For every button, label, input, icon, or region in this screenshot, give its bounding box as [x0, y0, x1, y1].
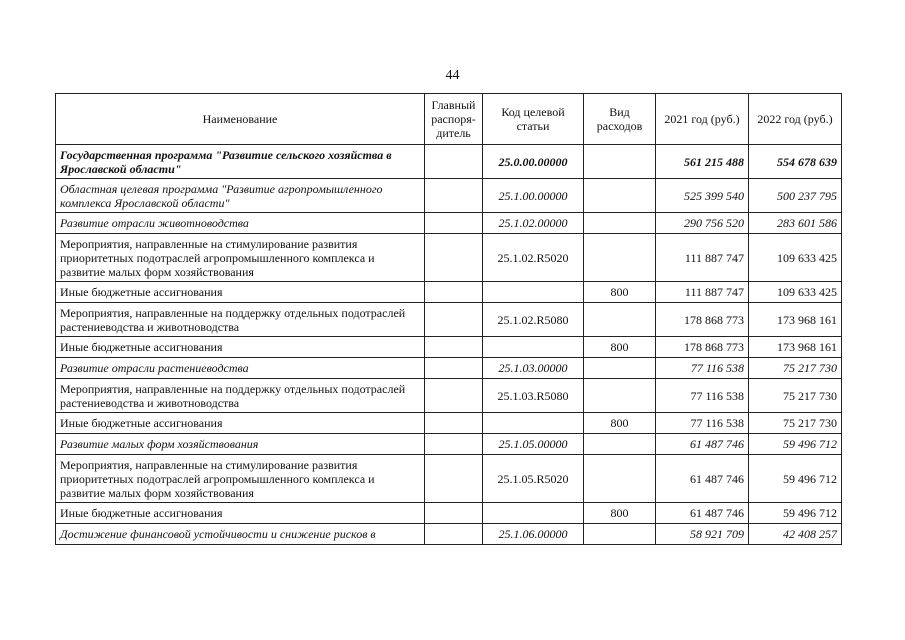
cell-2022: 59 496 712 [749, 503, 842, 524]
table-row [56, 358, 842, 379]
header-2022: 2022 год (руб.) [749, 94, 842, 145]
cell-2021: 77 116 538 [656, 358, 749, 379]
cell-type [584, 379, 656, 413]
cell-2021: 111 887 747 [656, 282, 749, 303]
cell-code: 25.1.02.R5080 [483, 303, 584, 337]
page-number: 44 [445, 68, 460, 83]
cell-admin [425, 337, 483, 358]
cell-code: 25.0.00.00000 [483, 145, 584, 179]
cell-code: 25.1.00.00000 [483, 179, 584, 213]
cell-2022: 59 496 712 [749, 455, 842, 503]
cell-type: 800 [584, 337, 656, 358]
cell-name: Областная целевая программа "Развитие агропромышленного комплекса Ярославской области" [56, 179, 425, 213]
budget-table [55, 93, 842, 545]
cell-2022: 173 968 161 [749, 303, 842, 337]
cell-type [584, 234, 656, 282]
cell-2021: 290 756 520 [656, 213, 749, 234]
table-row [56, 524, 842, 545]
table-row [56, 179, 842, 213]
cell-type: 800 [584, 503, 656, 524]
cell-name: Мероприятия, направленные на стимулирование развития приоритетных подотраслей агропромышленного комплекса и развитие малых форм хозяйствования [56, 234, 425, 282]
table-row [56, 213, 842, 234]
cell-2021: 61 487 746 [656, 455, 749, 503]
cell-name: Иные бюджетные ассигнования [56, 503, 425, 524]
cell-2022: 554 678 639 [749, 145, 842, 179]
cell-code: 25.1.03.R5080 [483, 379, 584, 413]
cell-name: Иные бюджетные ассигнования [56, 337, 425, 358]
cell-code: 25.1.06.00000 [483, 524, 584, 545]
cell-name: Мероприятия, направленные на стимулирование развития приоритетных подотраслей агропромышленного комплекса и развитие малых форм хозяйствования [56, 455, 425, 503]
cell-code [483, 282, 584, 303]
cell-type [584, 303, 656, 337]
cell-2021: 525 399 540 [656, 179, 749, 213]
header-name: Наименование [56, 94, 425, 145]
cell-type [584, 524, 656, 545]
cell-type [584, 358, 656, 379]
table-row [56, 434, 842, 455]
cell-2021: 111 887 747 [656, 234, 749, 282]
table-row [56, 145, 842, 179]
table-row [56, 282, 842, 303]
cell-admin [425, 503, 483, 524]
header-admin: Главный распоря-дитель [425, 94, 483, 145]
cell-admin [425, 282, 483, 303]
cell-name: Достижение финансовой устойчивости и снижение рисков в [56, 524, 425, 545]
cell-code: 25.1.03.00000 [483, 358, 584, 379]
cell-2021: 61 487 746 [656, 503, 749, 524]
cell-2021: 178 868 773 [656, 337, 749, 358]
table-row [56, 503, 842, 524]
cell-admin [425, 234, 483, 282]
cell-type: 800 [584, 413, 656, 434]
cell-2022: 75 217 730 [749, 413, 842, 434]
cell-type [584, 145, 656, 179]
table-row [56, 337, 842, 358]
cell-type [584, 455, 656, 503]
table-row [56, 234, 842, 282]
table-row [56, 303, 842, 337]
cell-type [584, 179, 656, 213]
cell-code: 25.1.05.R5020 [483, 455, 584, 503]
cell-2022: 109 633 425 [749, 234, 842, 282]
cell-2022: 75 217 730 [749, 358, 842, 379]
cell-admin [425, 434, 483, 455]
cell-admin [425, 379, 483, 413]
cell-admin [425, 179, 483, 213]
cell-2022: 59 496 712 [749, 434, 842, 455]
cell-code [483, 503, 584, 524]
table-row [56, 413, 842, 434]
cell-name: Мероприятия, направленные на поддержку отдельных подотраслей растениеводства и животноводства [56, 379, 425, 413]
header-2021: 2021 год (руб.) [656, 94, 749, 145]
cell-2022: 75 217 730 [749, 379, 842, 413]
cell-admin [425, 413, 483, 434]
cell-name: Мероприятия, направленные на поддержку отдельных подотраслей растениеводства и животноводства [56, 303, 425, 337]
cell-name: Государственная программа "Развитие сельского хозяйства в Ярославской области" [56, 145, 425, 179]
cell-code [483, 413, 584, 434]
cell-code: 25.1.02.00000 [483, 213, 584, 234]
table-row [56, 379, 842, 413]
cell-2021: 561 215 488 [656, 145, 749, 179]
cell-code: 25.1.02.R5020 [483, 234, 584, 282]
cell-2021: 61 487 746 [656, 434, 749, 455]
cell-2021: 77 116 538 [656, 413, 749, 434]
cell-admin [425, 303, 483, 337]
header-row [56, 94, 842, 145]
header-code: Код целевой статьи [483, 94, 584, 145]
cell-2021: 178 868 773 [656, 303, 749, 337]
cell-type: 800 [584, 282, 656, 303]
cell-2021: 77 116 538 [656, 379, 749, 413]
cell-admin [425, 524, 483, 545]
header-type: Вид расходов [584, 94, 656, 145]
cell-admin [425, 455, 483, 503]
cell-admin [425, 358, 483, 379]
cell-2022: 109 633 425 [749, 282, 842, 303]
cell-admin [425, 213, 483, 234]
cell-2022: 42 408 257 [749, 524, 842, 545]
cell-type [584, 213, 656, 234]
cell-name: Развитие малых форм хозяйствования [56, 434, 425, 455]
table-row [56, 455, 842, 503]
cell-admin [425, 145, 483, 179]
cell-2022: 500 237 795 [749, 179, 842, 213]
cell-name: Развитие отрасли растениеводства [56, 358, 425, 379]
cell-name: Иные бюджетные ассигнования [56, 282, 425, 303]
cell-name: Иные бюджетные ассигнования [56, 413, 425, 434]
cell-code: 25.1.05.00000 [483, 434, 584, 455]
cell-name: Развитие отрасли животноводства [56, 213, 425, 234]
cell-2021: 58 921 709 [656, 524, 749, 545]
cell-2022: 173 968 161 [749, 337, 842, 358]
cell-code [483, 337, 584, 358]
cell-2022: 283 601 586 [749, 213, 842, 234]
cell-type [584, 434, 656, 455]
